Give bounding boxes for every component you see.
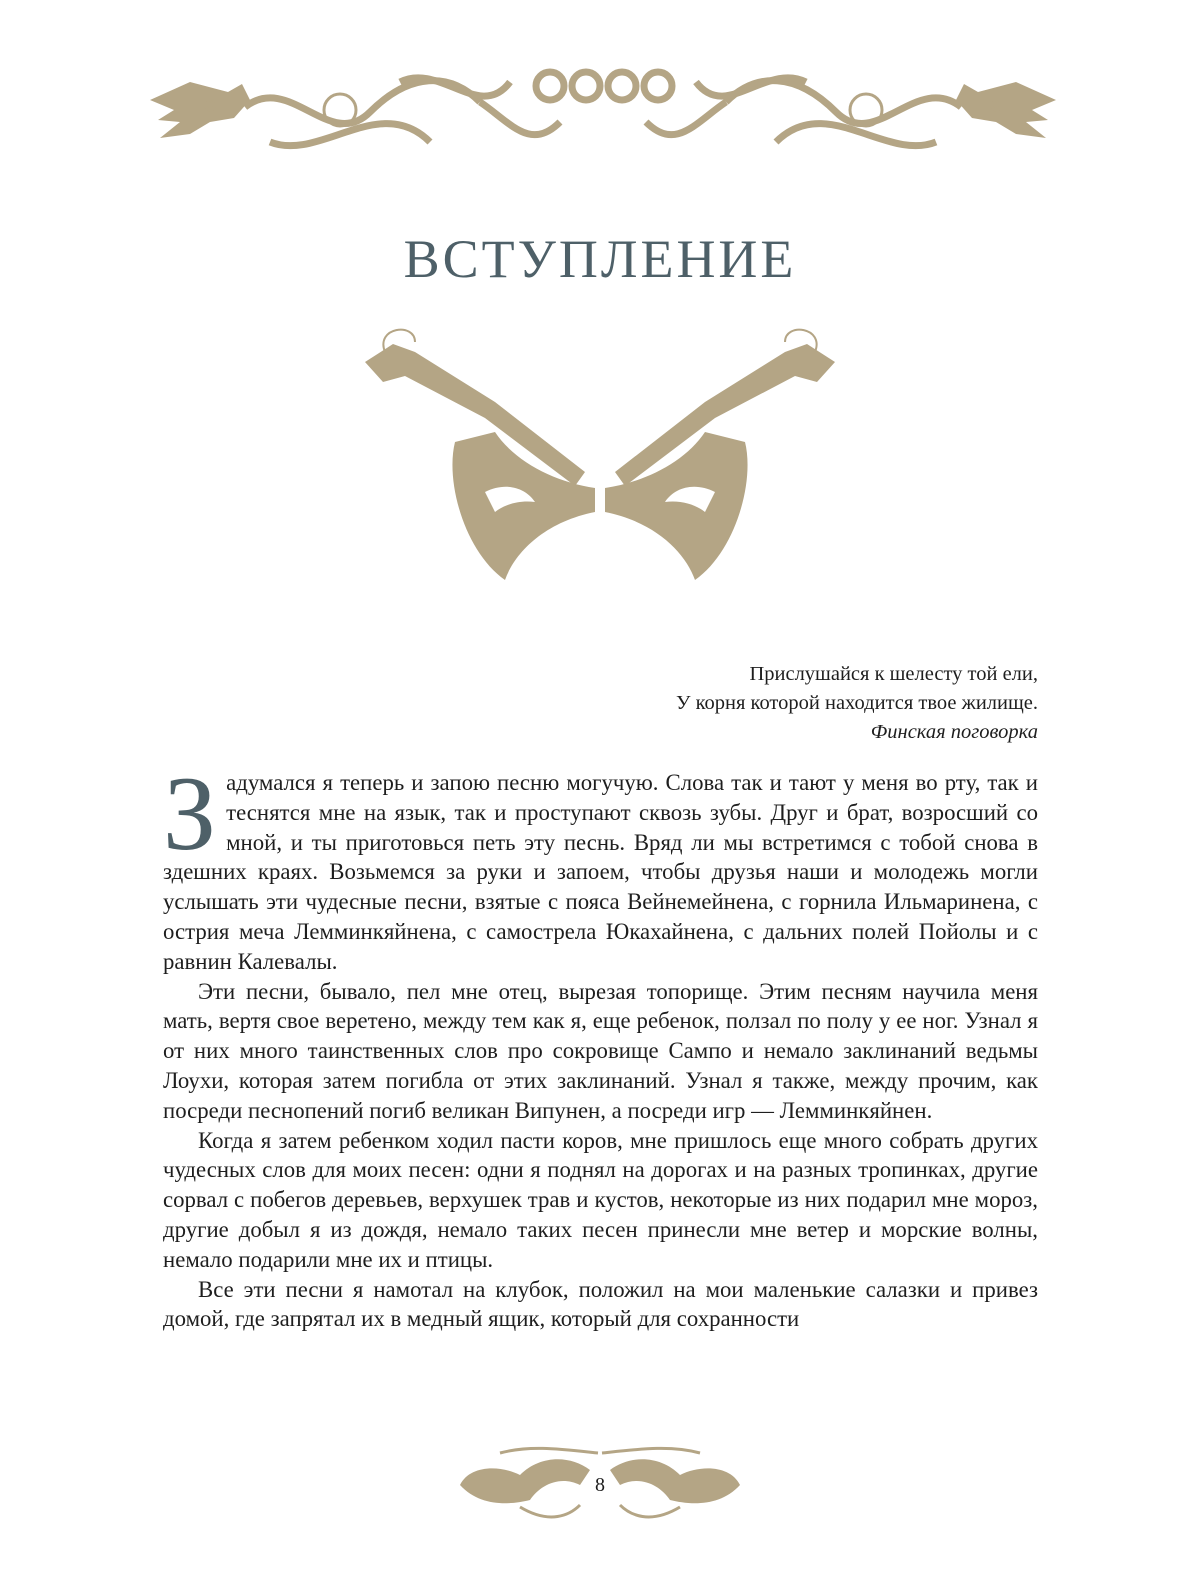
paragraph: Все эти песни я намотал на клубок, положил на мои маленькие салазки и привез домой, где запрятал их в медный ящик, который для сохранности bbox=[163, 1276, 1038, 1332]
paragraph bbox=[163, 755, 1038, 977]
epigraph-line: У корня которой находится твое жилище. bbox=[675, 692, 1038, 714]
page-number: 8 bbox=[595, 1474, 605, 1496]
paragraph: Эти песни, бывало, пел мне отец, вырезая топорище. Этим песням научила меня мать, вертя свое веретено, между тем как я, еще ребенок, ползал по полу у ее ног. Узнал я от них много таинственных слов про сокровище Сампо и немало заклинаний ведьмы Лоухи, которая затем погибла от этих заклинаний. Узнал я также, между прочим, как посреди песнопений погиб великан Випунен, а посреди игр — Лемминкяйнен. bbox=[163, 978, 1038, 1123]
epigraph-line: Прислушайся к шелесту той ели, bbox=[749, 663, 1038, 685]
crossed-axes-illustration bbox=[355, 322, 845, 592]
chapter-title: ВСТУПЛЕНИЕ bbox=[403, 229, 797, 289]
paragraph: Когда я затем ребенком ходил пасти коров, мне пришлось еще много собрать других чудесных слов для моих песен: одни я поднял на дорогах и на разных тропинках, другие сорвал с побегов деревьев, верхушек трав и кустов, некоторые из них подарил мне мороз, другие добыл я из дождя, немало таких песен принесли мне ветер и морские волны, немало подарили мне их и птицы. bbox=[163, 1127, 1038, 1272]
drop-cap: З bbox=[163, 755, 217, 872]
body-text bbox=[163, 755, 1038, 1334]
paragraph-text: адумался я теперь и запою песню могучую. Слова так и тают у меня во рту, так и теснятся мне на язык, так и проступают сквозь зубы. Друг и брат, возросший со мной, и ты приготовься петь эту песнь. Вряд ли мы встретимся с тобой снова в здешних краях. Возьмемся за руки и запоем, чтобы друзья наши и молодежь могли услышать эти чудесные песни, взятые с пояса Вейнемейнена, с горнила Ильмаринена, с острия меча Лемминкяйнена, с самострела Юкахайнена, с дальних полей Пойолы и с равнин Калевалы. bbox=[163, 770, 1038, 974]
epigraph bbox=[478, 660, 1038, 747]
header-ornament bbox=[150, 62, 1056, 172]
epigraph-attribution: Финская поговорка bbox=[870, 721, 1038, 743]
